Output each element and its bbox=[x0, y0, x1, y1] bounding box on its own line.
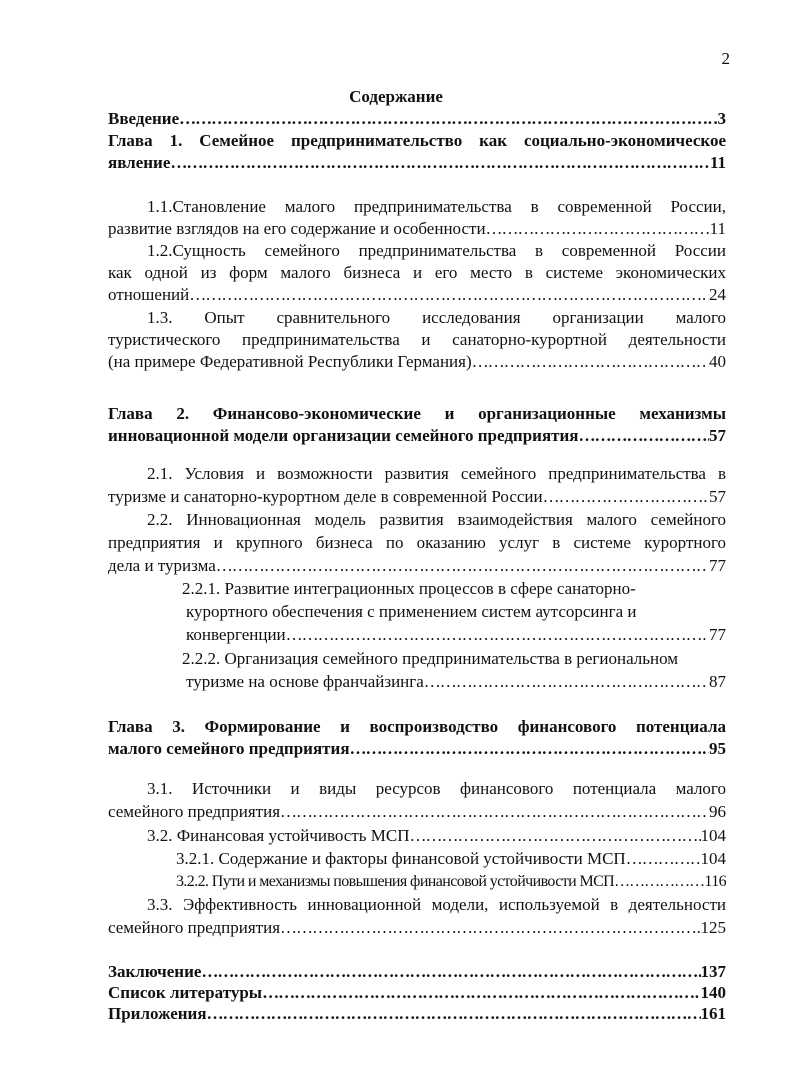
toc-entry-text: Введение bbox=[108, 109, 180, 128]
toc-section-2-1-line-2: туризме и санаторно-курортном деле в современной России ……………………………………………………………………………………………………………………………………………………………………………… 57 bbox=[108, 486, 726, 508]
toc-section-1-2-line-1: 1.2.Сущность семейного предпринимательства в современной России bbox=[147, 241, 726, 260]
toc-section-3-1-line-1: 3.1. Источники и виды ресурсов финансового потенциала малого bbox=[147, 779, 726, 798]
toc-section-3-1-line-2: семейного предприятия ……………………………………………………………………………………………………………………………………………………………………………… 96 bbox=[108, 801, 726, 823]
toc-section-2-2-line-3: дела и туризма ……………………………………………………………………………………………………………………………………………………………………………… 77 bbox=[108, 555, 726, 577]
toc-chapter-2-line-2: инновационной модели организации семейного предприятия ……………………………………………………………………………………………………………………………………………………………………………… 57 bbox=[108, 425, 726, 447]
toc-section-2-2-line-1: 2.2. Инновационная модель развития взаимодействия малого семейного bbox=[147, 510, 726, 529]
toc-section-2-2-line-2: предприятия и крупного бизнеса по оказанию услуг в системе курортного bbox=[108, 533, 726, 552]
toc-subsection-2-2-1-line-1: 2.2.1. Развитие интеграционных процессов в сфере санаторно- bbox=[182, 579, 636, 598]
toc-section-1-1-line-1: 1.1.Становление малого предпринимательства в современной России, bbox=[147, 197, 726, 216]
toc-title: Содержание bbox=[349, 87, 443, 106]
toc-chapter-2-line-1: Глава 2. Финансово-экономические и организационные механизмы bbox=[108, 404, 726, 423]
toc-subsection-2-2-2-line-2: туризме на основе франчайзинга ……………………………………………………………………………………………………………………………………………………………………………… 87 bbox=[186, 671, 726, 693]
toc-section-1-3-line-2: туристического предпринимательства и санаторно-курортной деятельности bbox=[108, 330, 726, 349]
toc-section-1-2-line-2: как одной из форм малого бизнеса и его место в системе экономических bbox=[108, 263, 726, 282]
toc-section-3-3-line-2: семейного предприятия ……………………………………………………………………………………………………………………………………………………………………………… 125 bbox=[108, 917, 726, 939]
toc-section-3-2: 3.2. Финансовая устойчивость МСП ……………………………………………………………………………………………………………………………………………………………………………… 104 bbox=[147, 825, 726, 847]
toc-section-1-1-line-2: развитие взглядов на его содержание и особенности ……………………………………………………………………………………………………………………………………………………………………………… 11 bbox=[108, 218, 726, 240]
toc-section-1-3-line-1: 1.3. Опыт сравнительного исследования организации малого bbox=[147, 308, 726, 327]
toc-subsection-2-2-2-line-1: 2.2.2. Организация семейного предпринимательства в региональном bbox=[182, 649, 679, 668]
toc-entry-intro bbox=[108, 108, 726, 130]
toc-subsection-3-2-1: 3.2.1. Содержание и факторы финансовой устойчивости МСП ……………………………………………………………………………………………………………………………………………………………………………… 104 bbox=[176, 848, 726, 870]
toc-subsection-2-2-1-line-2: курортного обеспечения с применением систем аутсорсинга и bbox=[186, 602, 637, 621]
toc-section-2-1-line-1: 2.1. Условия и возможности развития семейного предпринимательства в bbox=[147, 464, 726, 483]
page-number: 2 bbox=[721, 49, 730, 68]
toc-entry-conclusion: Заключение ……………………………………………………………………………………………………………………………………………………………………………… 137 bbox=[108, 961, 726, 983]
toc-entry-appendix: Приложения ……………………………………………………………………………………………………………………………………………………………………………… 161 bbox=[108, 1003, 726, 1025]
toc-section-3-3-line-1: 3.3. Эффективность инновационной модели, используемой в деятельности bbox=[147, 895, 726, 914]
toc-chapter-1-line-2: явление ……………………………………………………………………………………………………………………………………………………………………………… 11 bbox=[108, 152, 726, 174]
toc-entry-page: 3 bbox=[717, 109, 726, 128]
toc-chapter-3-line-1: Глава 3. Формирование и воспроизводство финансового потенциала bbox=[108, 717, 726, 736]
toc-entry-references: Список литературы ……………………………………………………………………………………………………………………………………………………………………………… 140 bbox=[108, 982, 726, 1004]
toc-section-1-3-line-3: (на примере Федеративной Республики Германия) ……………………………………………………………………………………………………………………………………………………………………………… 40 bbox=[108, 351, 726, 373]
toc-subsection-3-2-2: 3.2.2. Пути и механизмы повышения финансовой устойчивости МСП ……………………………………………………………………………………………………………………………………………………………………………… 116 bbox=[176, 871, 726, 893]
toc-subsection-2-2-1-line-3: конвергенции ……………………………………………………………………………………………………………………………………………………………………………… 77 bbox=[186, 624, 726, 646]
toc-chapter-3-line-2: малого семейного предприятия ……………………………………………………………………………………………………………………………………………………………………………… 95 bbox=[108, 738, 726, 760]
toc-chapter-1-line-1: Глава 1. Семейное предпринимательство как социально-экономическое bbox=[108, 131, 726, 150]
toc-section-1-2-line-3: отношений ……………………………………………………………………………………………………………………………………………………………………………… 24 bbox=[108, 284, 726, 306]
